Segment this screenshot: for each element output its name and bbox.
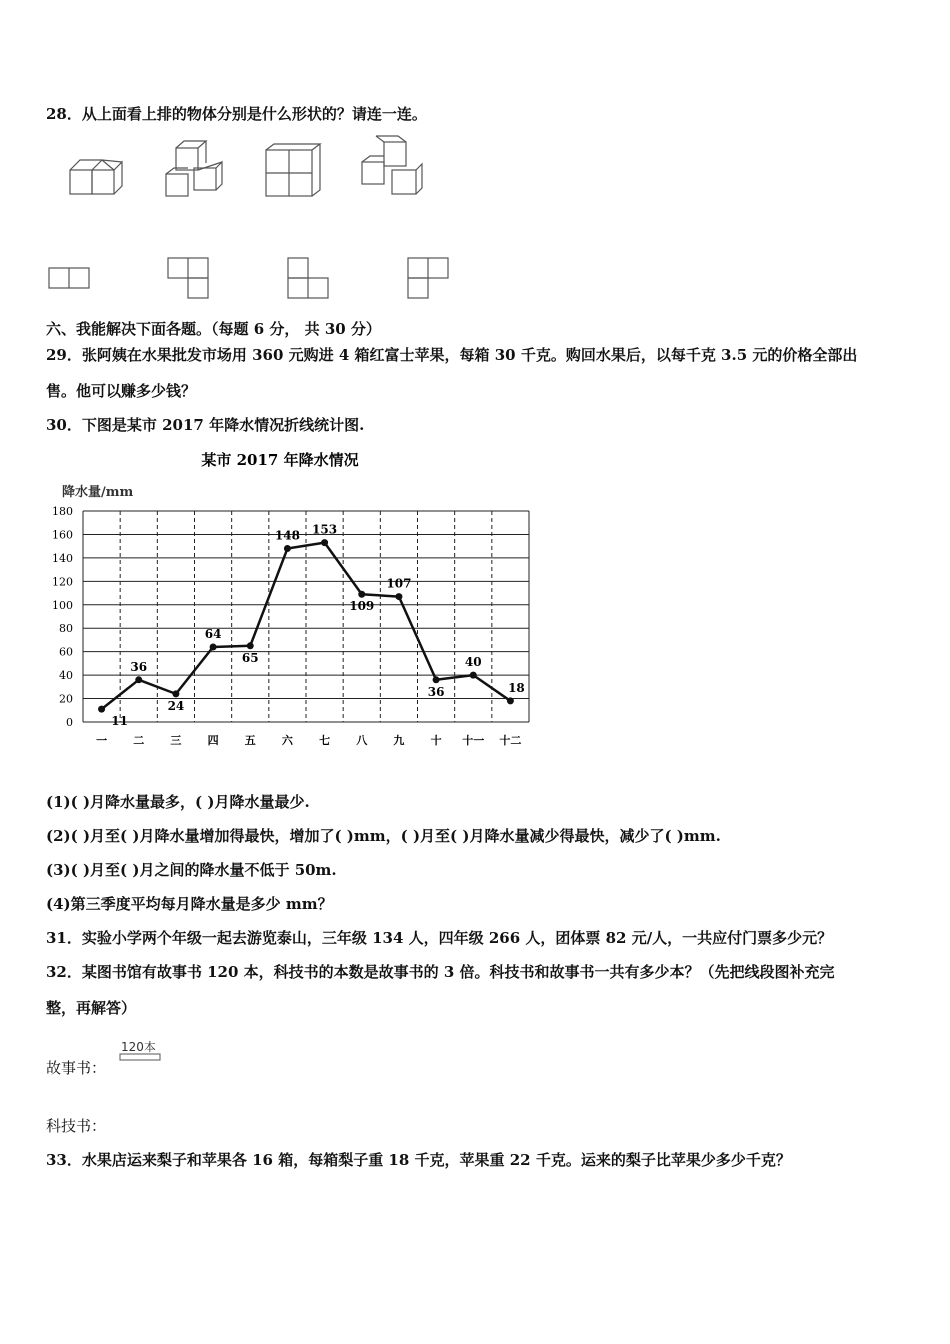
x-tick-label: 二 bbox=[133, 734, 145, 747]
segment-label: 120本 bbox=[121, 1040, 156, 1054]
y-tick-label: 120 bbox=[52, 575, 73, 589]
y-tick-label: 0 bbox=[66, 716, 73, 729]
x-tick-label: 十二 bbox=[499, 734, 522, 747]
top-view-1 bbox=[48, 266, 92, 290]
data-label: 18 bbox=[508, 680, 525, 695]
y-tick-label: 160 bbox=[52, 528, 73, 542]
data-point bbox=[172, 690, 179, 697]
chart-y-label: 降水量/mm bbox=[62, 485, 134, 500]
data-label: 11 bbox=[111, 714, 128, 729]
q32-line-1: 32．某图书馆有故事书 120 本，科技书的本数是故事书的 3 倍。科技书和故事书一共有多少本？（先把线段图补充完 bbox=[46, 963, 835, 981]
data-point bbox=[470, 672, 477, 679]
cube-figure-1 bbox=[62, 150, 128, 200]
data-point bbox=[284, 545, 291, 552]
x-tick-label: 十一 bbox=[462, 734, 485, 747]
data-point bbox=[433, 676, 440, 683]
data-label: 36 bbox=[130, 659, 148, 674]
data-point bbox=[247, 642, 254, 649]
top-view-3 bbox=[286, 256, 332, 302]
science-book-label: 科技书： bbox=[46, 1117, 107, 1135]
q33-text: 33．水果店运来梨子和苹果各 16 箱，每箱梨子重 18 千克，苹果重 22 千克。运来的梨子比苹果少多少千克？ bbox=[46, 1151, 791, 1169]
q32-line-2: 整，再解答） bbox=[46, 999, 137, 1017]
data-label: 107 bbox=[386, 576, 412, 591]
y-tick-label: 80 bbox=[59, 622, 73, 636]
top-view-4 bbox=[406, 256, 452, 302]
x-tick-label: 一 bbox=[96, 734, 108, 747]
rainfall-chart-svg bbox=[40, 445, 550, 765]
rainfall-chart bbox=[40, 445, 550, 765]
x-tick-label: 三 bbox=[170, 734, 182, 747]
x-tick-label: 七 bbox=[319, 734, 331, 747]
chart-title: 某市 2017 年降水情况 bbox=[201, 451, 359, 469]
x-tick-label: 五 bbox=[244, 734, 256, 747]
data-label: 65 bbox=[241, 650, 259, 665]
data-label: 109 bbox=[349, 599, 375, 614]
q30-sub-3: (3)( )月至( )月之间的降水量不低于 50m. bbox=[46, 861, 337, 879]
section-6-heading: 六、我能解决下面各题。（每题 6 分， 共 30 分） bbox=[46, 320, 381, 338]
y-tick-label: 180 bbox=[52, 505, 73, 518]
x-tick-label: 九 bbox=[393, 734, 405, 747]
data-point bbox=[98, 706, 105, 713]
data-label: 64 bbox=[204, 626, 222, 641]
x-tick-label: 四 bbox=[207, 734, 219, 747]
data-point bbox=[210, 643, 217, 650]
top-view-2 bbox=[166, 256, 212, 302]
x-tick-label: 十 bbox=[430, 734, 442, 747]
data-label: 24 bbox=[167, 698, 185, 713]
y-tick-label: 60 bbox=[59, 645, 73, 659]
data-label: 36 bbox=[427, 684, 445, 699]
x-tick-label: 八 bbox=[356, 734, 368, 747]
story-book-label: 故事书： bbox=[46, 1059, 107, 1077]
data-point bbox=[395, 593, 402, 600]
data-point bbox=[321, 539, 328, 546]
y-tick-label: 140 bbox=[52, 551, 73, 565]
story-book-segment bbox=[118, 1052, 164, 1064]
data-label: 148 bbox=[274, 528, 300, 543]
data-point bbox=[507, 697, 514, 704]
q28-text: 28．从上面看上排的物体分别是什么形状的？请连一连。 bbox=[46, 105, 427, 123]
q30-sub-1: (1)( )月降水量最多，( )月降水量最少. bbox=[46, 793, 310, 811]
q31-text: 31．实验小学两个年级一起去游览泰山，三年级 134 人，四年级 266 人，团体票 82 元/人，一共应付门票多少元？ bbox=[46, 929, 833, 947]
data-label: 153 bbox=[312, 522, 338, 537]
q29-line-2: 售。他可以赚多少钱？ bbox=[46, 382, 197, 400]
data-point bbox=[358, 591, 365, 598]
q30-sub-4: (4)第三季度平均每月降水量是多少 mm？ bbox=[46, 895, 333, 913]
cube-figure-3 bbox=[262, 140, 324, 202]
y-tick-label: 40 bbox=[59, 669, 73, 683]
y-tick-label: 20 bbox=[59, 692, 73, 706]
cube-figure-4 bbox=[356, 132, 426, 202]
q29-line-1: 29．张阿姨在水果批发市场用 360 元购进 4 箱红富士苹果，每箱 30 千克。购回水果后，以每千克 3.5 元的价格全部出 bbox=[46, 346, 858, 364]
y-tick-label: 100 bbox=[52, 598, 73, 612]
data-label: 40 bbox=[464, 655, 482, 670]
cube-figure-2 bbox=[160, 138, 230, 202]
q30-intro: 30．下图是某市 2017 年降水情况折线统计图. bbox=[46, 416, 365, 434]
x-tick-label: 六 bbox=[281, 734, 293, 747]
q30-sub-2: (2)( )月至( )月降水量增加得最快，增加了( )mm，( )月至( )月降水量减少得最快，减少了( )mm. bbox=[46, 827, 721, 845]
data-point bbox=[135, 676, 142, 683]
